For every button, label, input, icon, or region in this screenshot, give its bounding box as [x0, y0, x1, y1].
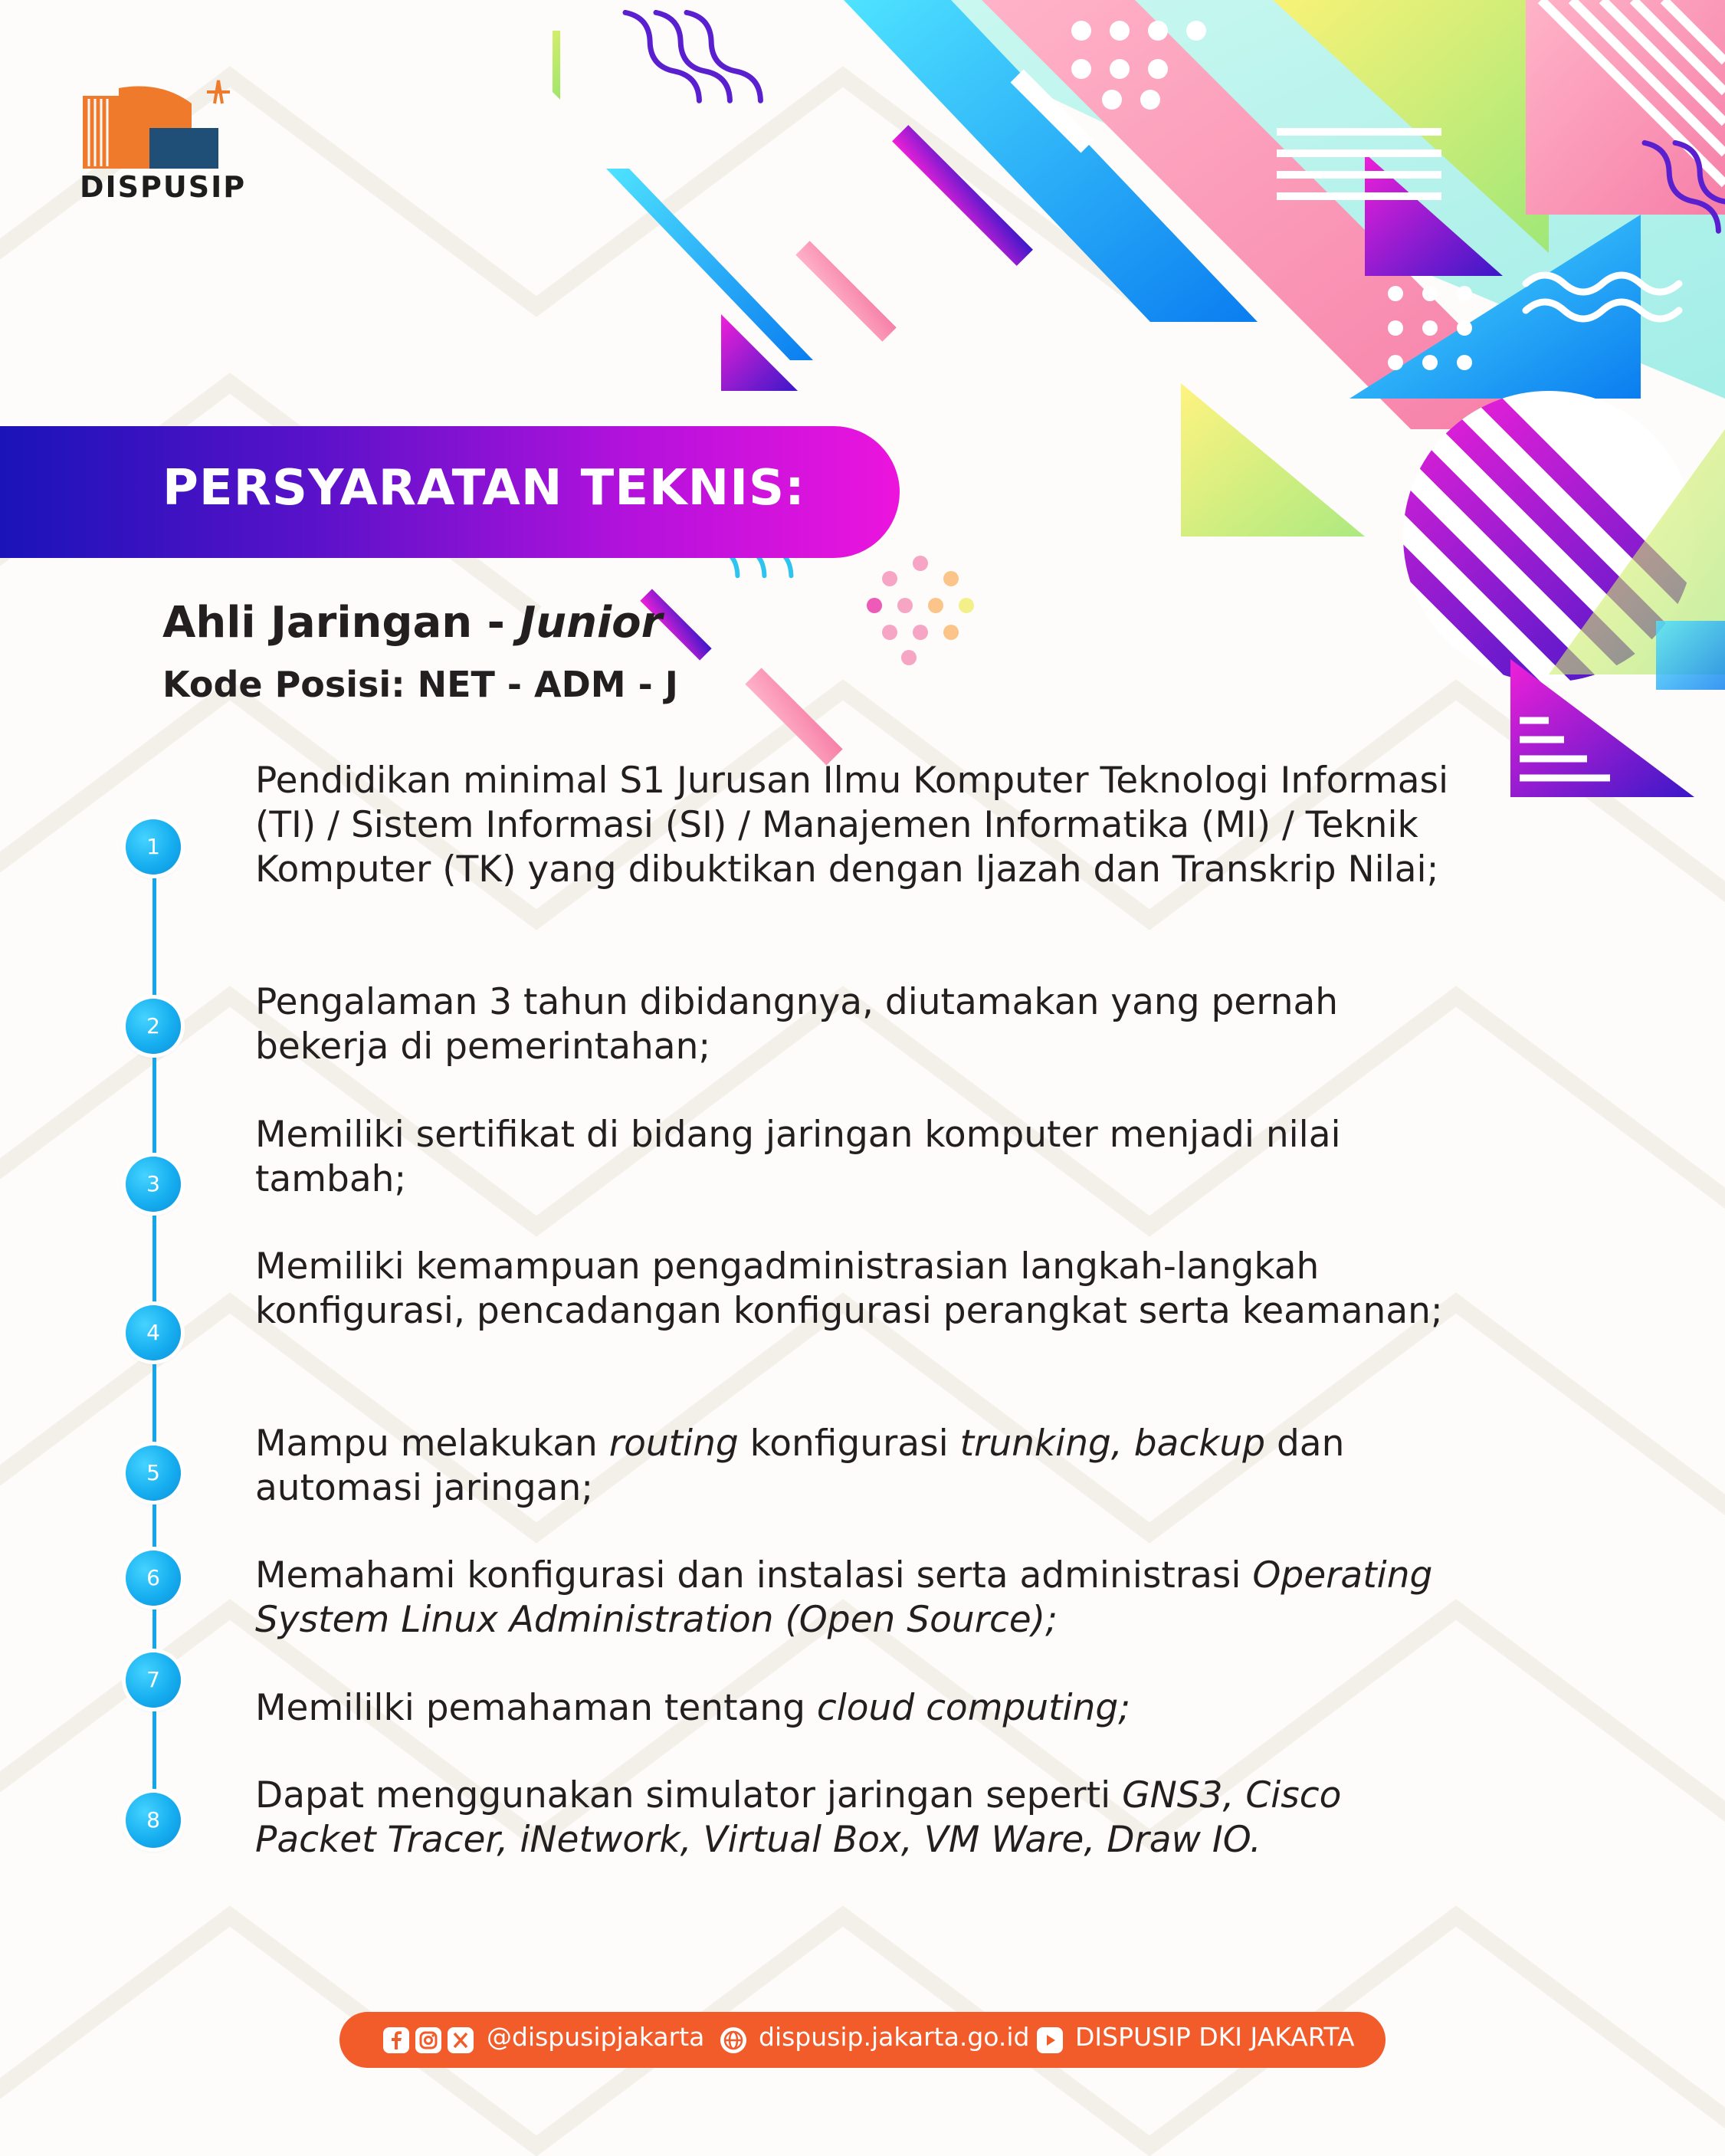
requirement-5: [255, 1422, 1466, 1511]
logo-text: DISPUSIP: [80, 170, 247, 204]
requirement-6-term: Operating System Linux Administration (Open Source);: [255, 1554, 1433, 1641]
requirement-5-term: trunking, backup: [959, 1423, 1266, 1465]
requirement-8-term: GNS3, Cisco Packet Tracer, iNetwork, Virtual Box, VM Ware, Draw IO.: [255, 1774, 1342, 1861]
requirement-5-term: routing: [608, 1423, 739, 1465]
requirement-5-text: konfigurasi: [738, 1423, 960, 1465]
position-level: Junior: [520, 598, 663, 648]
social-handle[interactable]: @dispusipjakarta: [487, 2022, 705, 2052]
requirement-3: Memiliki sertifikat di bidang jaringan komputer menjadi nilai tambah;: [255, 1114, 1341, 1200]
youtube-channel[interactable]: DISPUSIP DKI JAKARTA: [1075, 2022, 1355, 2052]
requirement-8-text: Dapat menggunakan simulator jaringan seperti: [255, 1774, 1123, 1816]
position-title: [162, 598, 662, 648]
requirement-2: Pengalaman 3 tahun dibidangnya, diutamakan yang pernah bekerja di pemerintahan;: [255, 981, 1339, 1068]
instagram-icon[interactable]: [415, 2027, 441, 2053]
step-number-2: 2: [126, 999, 181, 1054]
requirement-8: [255, 1774, 1466, 1862]
step-number-6: 6: [126, 1551, 181, 1606]
step-number-5: 5: [126, 1446, 181, 1501]
x-icon[interactable]: [448, 2027, 474, 2053]
requirement-5-text: dan automasi jaringan;: [255, 1423, 1345, 1509]
requirement-7-term: cloud computing;: [816, 1687, 1131, 1729]
position-name: Ahli Jaringan -: [162, 598, 520, 648]
requirement-4: Memiliki kemampuan pengadministrasian langkah-langkah konfigurasi, pencadangan konfigurasi perangkat serta keamanan;: [255, 1245, 1443, 1332]
requirement-7: [255, 1686, 1466, 1731]
requirement-6-text: Memahami konfigurasi dan instalasi serta administrasi: [255, 1554, 1253, 1596]
requirement-6: [255, 1554, 1466, 1642]
requirement-1: Pendidikan minimal S1 Jurusan Ilmu Komputer Teknologi Informasi (TI) / Sistem Informasi (SI) / Manajemen Informatika (MI) / Teknik Komputer (TK) yang dibuktikan dengan Ijazah dan Transkrip Nilai;: [255, 760, 1449, 891]
decorative-graphics: [553, 0, 1725, 828]
requirement-7-text: Memililki pemahaman tentang: [255, 1687, 817, 1729]
step-number-3: 3: [126, 1157, 181, 1212]
youtube-icon: [1037, 2027, 1063, 2053]
step-number-4: 4: [126, 1305, 181, 1360]
step-number-1: 1: [126, 819, 181, 875]
step-number-7: 7: [126, 1652, 181, 1708]
section-title: PERSYARATAN TEKNIS:: [162, 460, 805, 517]
position-code: Kode Posisi: NET - ADM - J: [162, 664, 678, 705]
facebook-icon[interactable]: [383, 2027, 409, 2053]
website-link[interactable]: dispusip.jakarta.go.id: [759, 2022, 1030, 2052]
requirement-5-text: Mampu melakukan: [255, 1423, 609, 1465]
globe-icon: [720, 2027, 746, 2053]
step-number-8: 8: [126, 1793, 181, 1848]
